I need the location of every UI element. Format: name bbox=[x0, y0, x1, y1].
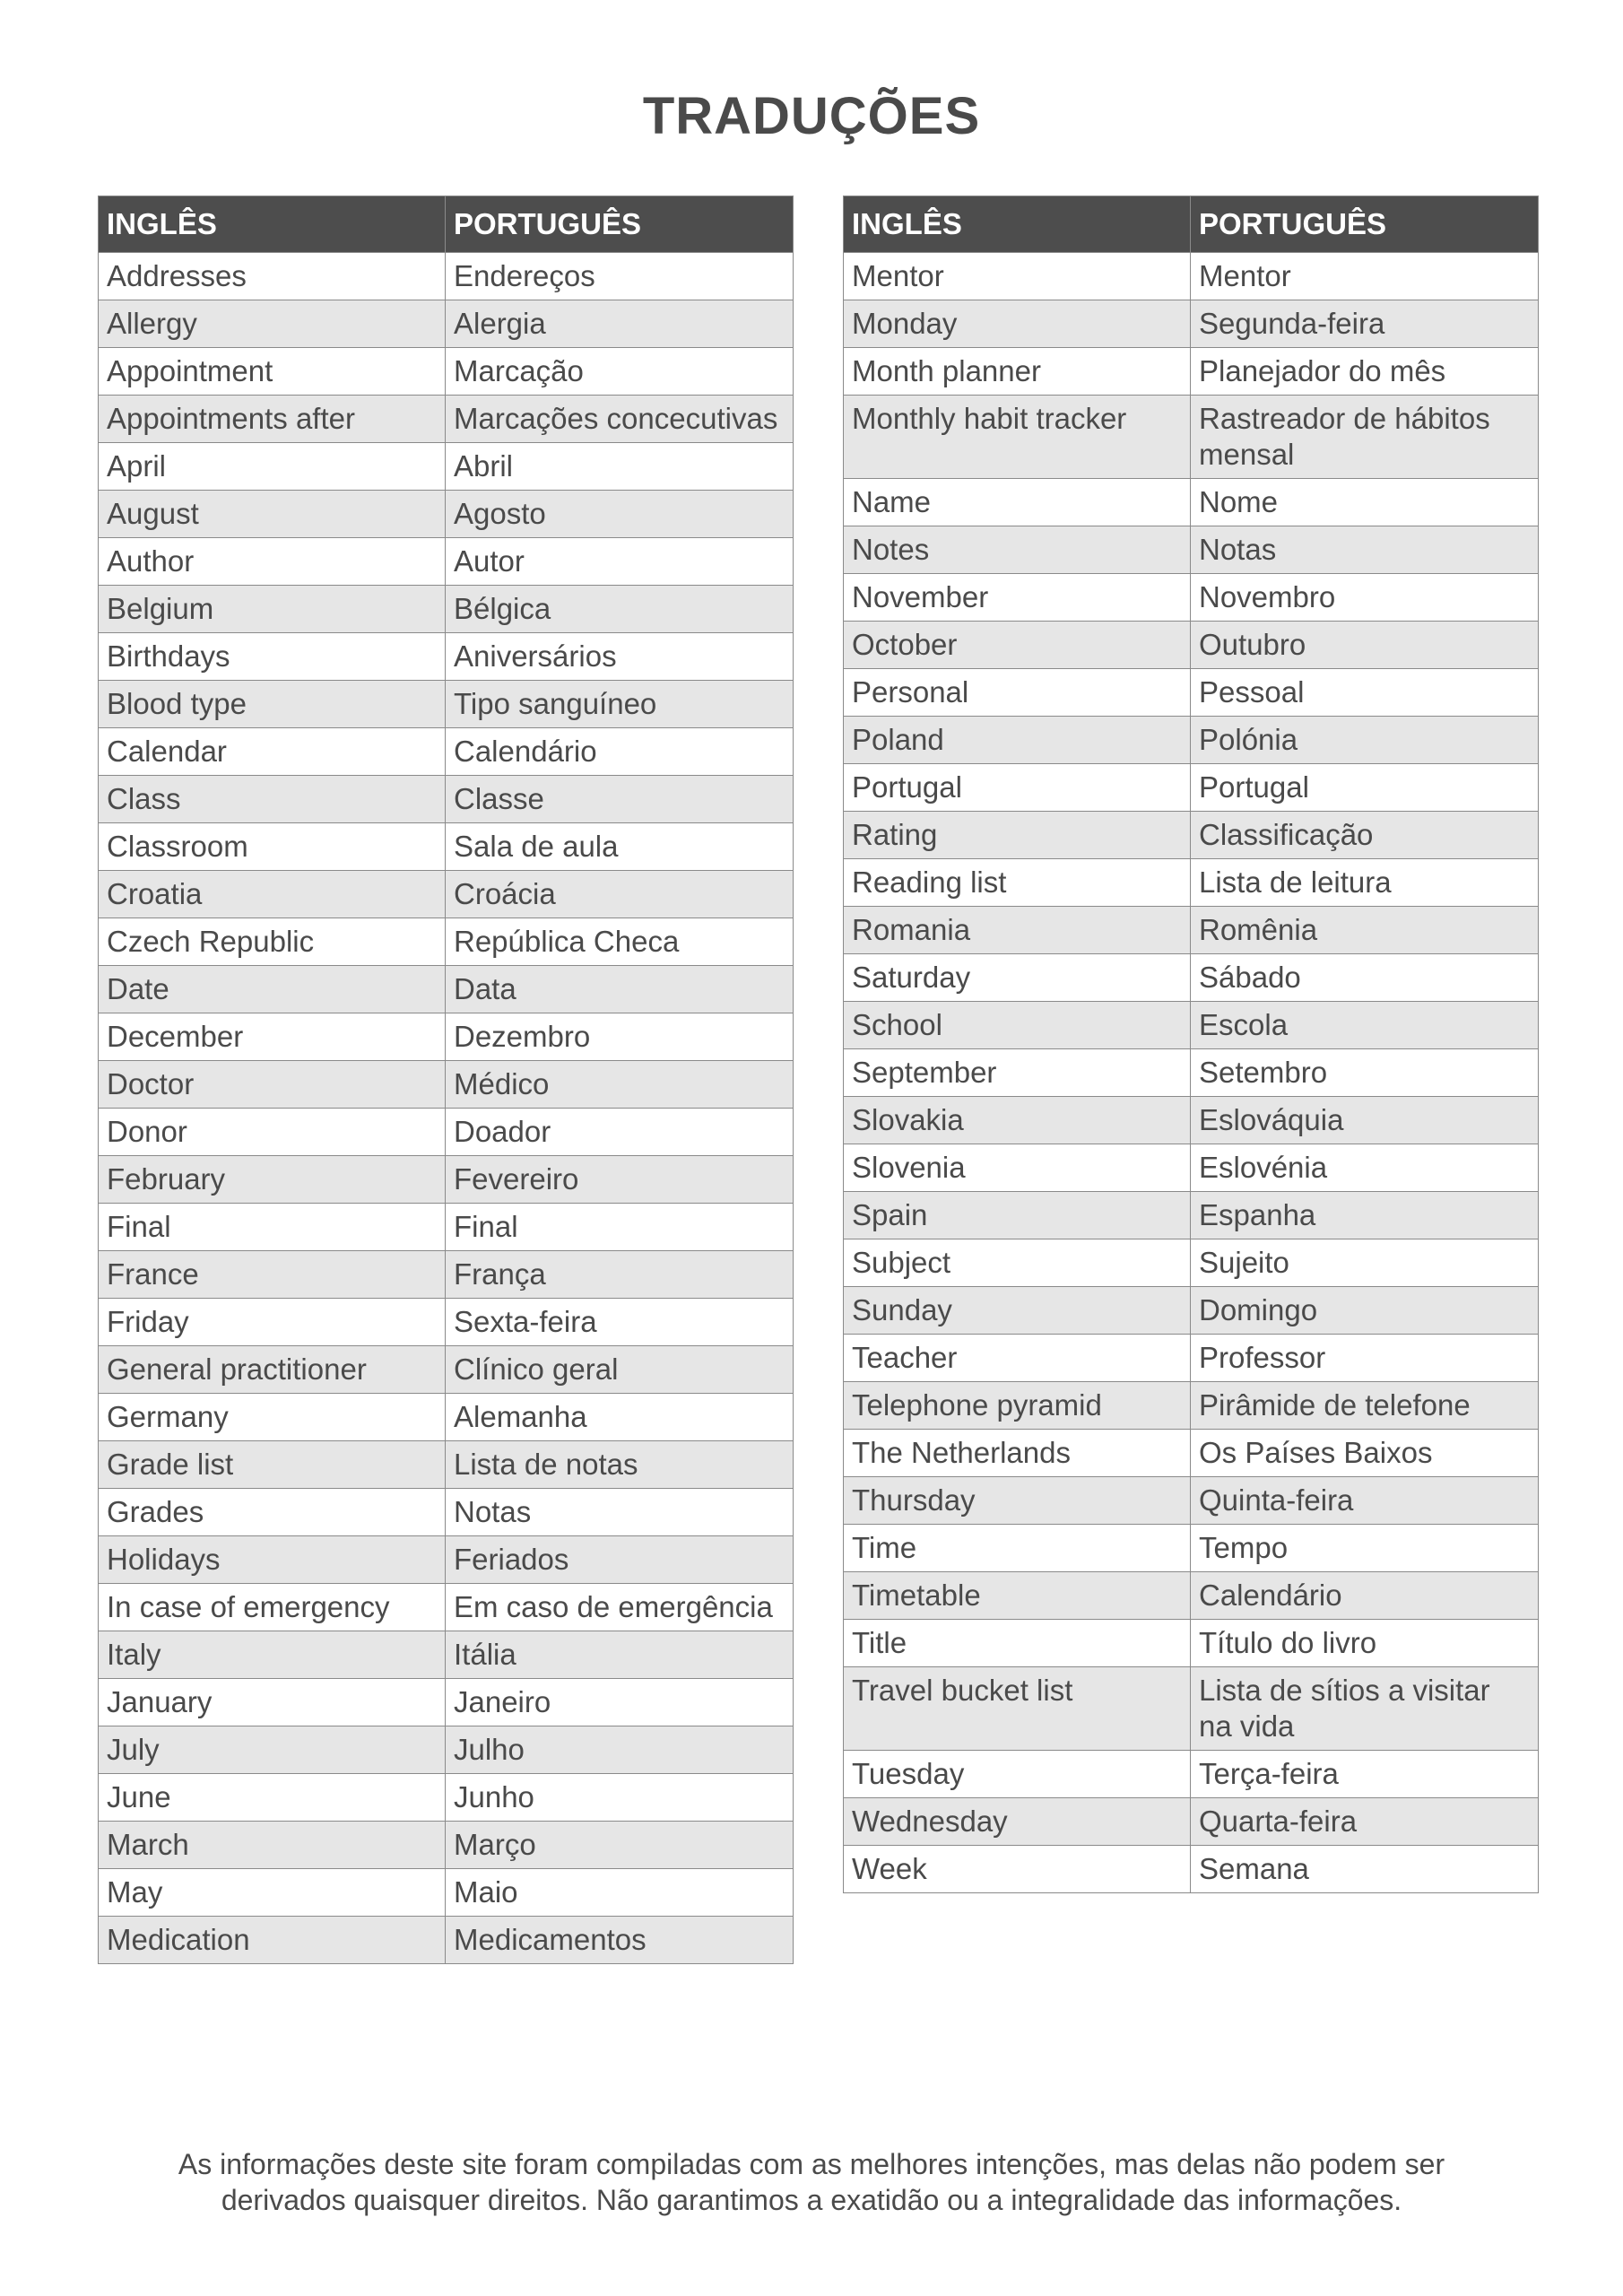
english-term: Medication bbox=[99, 1917, 446, 1964]
english-term: School bbox=[844, 1002, 1191, 1049]
column-header-portuguese: PORTUGUÊS bbox=[1191, 196, 1539, 253]
english-term: Blood type bbox=[99, 681, 446, 728]
portuguese-term: Endereços bbox=[446, 253, 794, 300]
english-term: Italy bbox=[99, 1631, 446, 1679]
table-row bbox=[99, 1394, 794, 1441]
english-term: September bbox=[844, 1049, 1191, 1097]
table-row bbox=[844, 1667, 1539, 1751]
portuguese-term: Bélgica bbox=[446, 586, 794, 633]
table-row bbox=[99, 1489, 794, 1536]
portuguese-term: Marcação bbox=[446, 348, 794, 396]
english-term: December bbox=[99, 1013, 446, 1061]
portuguese-term: Alergia bbox=[446, 300, 794, 348]
disclaimer bbox=[0, 2146, 1623, 2218]
table-row bbox=[99, 538, 794, 586]
table-row bbox=[844, 1287, 1539, 1335]
portuguese-term: Junho bbox=[446, 1774, 794, 1822]
table-row bbox=[844, 1002, 1539, 1049]
table-row bbox=[844, 1430, 1539, 1477]
portuguese-term: Escola bbox=[1191, 1002, 1539, 1049]
portuguese-term: Autor bbox=[446, 538, 794, 586]
english-term: April bbox=[99, 443, 446, 491]
table-row bbox=[99, 1156, 794, 1204]
table-row bbox=[99, 1631, 794, 1679]
portuguese-term: Data bbox=[446, 966, 794, 1013]
table-row bbox=[99, 1013, 794, 1061]
english-term: Travel bucket list bbox=[844, 1667, 1191, 1751]
english-term: Subject bbox=[844, 1239, 1191, 1287]
english-term: Timetable bbox=[844, 1572, 1191, 1620]
portuguese-term: Pessoal bbox=[1191, 669, 1539, 717]
english-term: Grade list bbox=[99, 1441, 446, 1489]
table-row bbox=[844, 907, 1539, 954]
portuguese-term: Julho bbox=[446, 1726, 794, 1774]
table-row bbox=[99, 776, 794, 823]
portuguese-term: Quinta-feira bbox=[1191, 1477, 1539, 1525]
english-term: May bbox=[99, 1869, 446, 1917]
portuguese-term: Janeiro bbox=[446, 1679, 794, 1726]
table-row bbox=[844, 764, 1539, 812]
english-term: Name bbox=[844, 479, 1191, 526]
english-term: Classroom bbox=[99, 823, 446, 871]
portuguese-term: Polónia bbox=[1191, 717, 1539, 764]
column-header-english: INGLÊS bbox=[844, 196, 1191, 253]
english-term: Slovenia bbox=[844, 1144, 1191, 1192]
table-row bbox=[99, 1774, 794, 1822]
portuguese-term: Planejador do mês bbox=[1191, 348, 1539, 396]
english-term: Thursday bbox=[844, 1477, 1191, 1525]
table-row bbox=[99, 1251, 794, 1299]
table-row bbox=[844, 1751, 1539, 1798]
portuguese-term: Alemanha bbox=[446, 1394, 794, 1441]
table-row bbox=[844, 396, 1539, 479]
table-row bbox=[844, 479, 1539, 526]
portuguese-term: Os Países Baixos bbox=[1191, 1430, 1539, 1477]
english-term: General practitioner bbox=[99, 1346, 446, 1394]
table-row bbox=[844, 253, 1539, 300]
column-header-english: INGLÊS bbox=[99, 196, 446, 253]
table-row bbox=[844, 1525, 1539, 1572]
portuguese-term: Professor bbox=[1191, 1335, 1539, 1382]
table-row bbox=[99, 681, 794, 728]
table-row bbox=[99, 1441, 794, 1489]
portuguese-term: Agosto bbox=[446, 491, 794, 538]
english-term: Week bbox=[844, 1846, 1191, 1893]
table-row bbox=[99, 966, 794, 1013]
table-row bbox=[844, 717, 1539, 764]
english-term: Time bbox=[844, 1525, 1191, 1572]
table-row bbox=[99, 1299, 794, 1346]
table-row bbox=[844, 1335, 1539, 1382]
english-term: Spain bbox=[844, 1192, 1191, 1239]
table-row bbox=[844, 669, 1539, 717]
table-row bbox=[99, 1061, 794, 1109]
english-term: Month planner bbox=[844, 348, 1191, 396]
portuguese-term: Calendário bbox=[446, 728, 794, 776]
translation-table-left bbox=[98, 196, 794, 1964]
portuguese-term: Lista de sítios a visitar na vida bbox=[1191, 1667, 1539, 1751]
disclaimer-line-1: As informações deste site foram compiladas com as melhores intenções, mas delas não podem ser bbox=[178, 2148, 1445, 2180]
portuguese-term: Final bbox=[446, 1204, 794, 1251]
english-term: Friday bbox=[99, 1299, 446, 1346]
portuguese-term: Dezembro bbox=[446, 1013, 794, 1061]
table-row bbox=[99, 396, 794, 443]
portuguese-term: Aniversários bbox=[446, 633, 794, 681]
english-term: Rating bbox=[844, 812, 1191, 859]
english-term: Title bbox=[844, 1620, 1191, 1667]
english-term: Doctor bbox=[99, 1061, 446, 1109]
table-row bbox=[844, 348, 1539, 396]
table-row bbox=[99, 1917, 794, 1964]
translation-table-right bbox=[843, 196, 1539, 1893]
english-term: January bbox=[99, 1679, 446, 1726]
portuguese-term: Classe bbox=[446, 776, 794, 823]
portuguese-term: Terça-feira bbox=[1191, 1751, 1539, 1798]
portuguese-term: Notas bbox=[446, 1489, 794, 1536]
portuguese-term: Lista de leitura bbox=[1191, 859, 1539, 907]
portuguese-term: Setembro bbox=[1191, 1049, 1539, 1097]
portuguese-term: República Checa bbox=[446, 918, 794, 966]
english-term: Slovakia bbox=[844, 1097, 1191, 1144]
portuguese-term: Espanha bbox=[1191, 1192, 1539, 1239]
portuguese-term: Sexta-feira bbox=[446, 1299, 794, 1346]
english-term: Wednesday bbox=[844, 1798, 1191, 1846]
portuguese-term: Calendário bbox=[1191, 1572, 1539, 1620]
table-row bbox=[99, 491, 794, 538]
portuguese-term: Fevereiro bbox=[446, 1156, 794, 1204]
table-row bbox=[99, 1869, 794, 1917]
portuguese-term: Notas bbox=[1191, 526, 1539, 574]
portuguese-term: Abril bbox=[446, 443, 794, 491]
portuguese-term: Rastreador de hábitos mensal bbox=[1191, 396, 1539, 479]
english-term: Donor bbox=[99, 1109, 446, 1156]
table-row bbox=[99, 1204, 794, 1251]
portuguese-term: Março bbox=[446, 1822, 794, 1869]
column-header-portuguese: PORTUGUÊS bbox=[446, 196, 794, 253]
table-row bbox=[99, 1346, 794, 1394]
table-row bbox=[844, 1477, 1539, 1525]
table-row bbox=[99, 253, 794, 300]
table-row bbox=[99, 1584, 794, 1631]
english-term: Author bbox=[99, 538, 446, 586]
english-term: Calendar bbox=[99, 728, 446, 776]
portuguese-term: Medicamentos bbox=[446, 1917, 794, 1964]
english-term: Tuesday bbox=[844, 1751, 1191, 1798]
portuguese-term: Romênia bbox=[1191, 907, 1539, 954]
table-row bbox=[99, 348, 794, 396]
english-term: Poland bbox=[844, 717, 1191, 764]
portuguese-term: Segunda-feira bbox=[1191, 300, 1539, 348]
table-row bbox=[99, 1536, 794, 1584]
portuguese-term: Eslováquia bbox=[1191, 1097, 1539, 1144]
table-row bbox=[844, 622, 1539, 669]
table-row bbox=[99, 1726, 794, 1774]
table-row bbox=[844, 574, 1539, 622]
table-row bbox=[99, 586, 794, 633]
portuguese-term: Médico bbox=[446, 1061, 794, 1109]
page-title: TRADUÇÕES bbox=[642, 87, 981, 145]
table-row bbox=[844, 1620, 1539, 1667]
english-term: Romania bbox=[844, 907, 1191, 954]
table-row bbox=[844, 1049, 1539, 1097]
table-row bbox=[844, 1192, 1539, 1239]
portuguese-term: Tipo sanguíneo bbox=[446, 681, 794, 728]
english-term: Class bbox=[99, 776, 446, 823]
table-header-row bbox=[844, 196, 1539, 253]
english-term: Monthly habit tracker bbox=[844, 396, 1191, 479]
portuguese-term: Sujeito bbox=[1191, 1239, 1539, 1287]
table-row bbox=[844, 859, 1539, 907]
english-term: Birthdays bbox=[99, 633, 446, 681]
portuguese-term: Portugal bbox=[1191, 764, 1539, 812]
english-term: Portugal bbox=[844, 764, 1191, 812]
english-term: August bbox=[99, 491, 446, 538]
table-row bbox=[99, 1679, 794, 1726]
english-term: Holidays bbox=[99, 1536, 446, 1584]
table-row bbox=[844, 1097, 1539, 1144]
portuguese-term: Eslovénia bbox=[1191, 1144, 1539, 1192]
table-row bbox=[99, 1109, 794, 1156]
english-term: Allergy bbox=[99, 300, 446, 348]
english-term: Addresses bbox=[99, 253, 446, 300]
english-term: November bbox=[844, 574, 1191, 622]
table-row bbox=[844, 1144, 1539, 1192]
portuguese-term: Classificação bbox=[1191, 812, 1539, 859]
english-term: March bbox=[99, 1822, 446, 1869]
portuguese-term: Lista de notas bbox=[446, 1441, 794, 1489]
table-row bbox=[844, 1846, 1539, 1893]
english-term: Belgium bbox=[99, 586, 446, 633]
english-term: Saturday bbox=[844, 954, 1191, 1002]
english-term: July bbox=[99, 1726, 446, 1774]
portuguese-term: Mentor bbox=[1191, 253, 1539, 300]
english-term: Monday bbox=[844, 300, 1191, 348]
portuguese-term: Sábado bbox=[1191, 954, 1539, 1002]
table-row bbox=[844, 1382, 1539, 1430]
english-term: In case of emergency bbox=[99, 1584, 446, 1631]
portuguese-term: Croácia bbox=[446, 871, 794, 918]
disclaimer-line-2: derivados quaisquer direitos. Não garantimos a exatidão ou a integralidade das informações. bbox=[221, 2184, 1402, 2216]
table-row bbox=[99, 823, 794, 871]
portuguese-term: Doador bbox=[446, 1109, 794, 1156]
english-term: Croatia bbox=[99, 871, 446, 918]
portuguese-term: Marcações concecutivas bbox=[446, 396, 794, 443]
english-term: France bbox=[99, 1251, 446, 1299]
english-term: Notes bbox=[844, 526, 1191, 574]
portuguese-term: Feriados bbox=[446, 1536, 794, 1584]
english-term: Appointment bbox=[99, 348, 446, 396]
english-term: October bbox=[844, 622, 1191, 669]
portuguese-term: Outubro bbox=[1191, 622, 1539, 669]
table-row bbox=[99, 443, 794, 491]
english-term: Mentor bbox=[844, 253, 1191, 300]
portuguese-term: Novembro bbox=[1191, 574, 1539, 622]
table-row bbox=[99, 1822, 794, 1869]
table-row bbox=[844, 300, 1539, 348]
portuguese-term: Clínico geral bbox=[446, 1346, 794, 1394]
table-row bbox=[844, 1572, 1539, 1620]
english-term: Final bbox=[99, 1204, 446, 1251]
portuguese-term: Título do livro bbox=[1191, 1620, 1539, 1667]
english-term: Czech Republic bbox=[99, 918, 446, 966]
portuguese-term: Nome bbox=[1191, 479, 1539, 526]
portuguese-term: Semana bbox=[1191, 1846, 1539, 1893]
table-row bbox=[844, 1798, 1539, 1846]
table-row bbox=[844, 526, 1539, 574]
english-term: Telephone pyramid bbox=[844, 1382, 1191, 1430]
portuguese-term: Domingo bbox=[1191, 1287, 1539, 1335]
table-row bbox=[99, 300, 794, 348]
table-header-row bbox=[99, 196, 794, 253]
table-row bbox=[844, 954, 1539, 1002]
portuguese-term: Maio bbox=[446, 1869, 794, 1917]
english-term: Grades bbox=[99, 1489, 446, 1536]
portuguese-term: Quarta-feira bbox=[1191, 1798, 1539, 1846]
english-term: June bbox=[99, 1774, 446, 1822]
table-row bbox=[99, 871, 794, 918]
english-term: Teacher bbox=[844, 1335, 1191, 1382]
english-term: Reading list bbox=[844, 859, 1191, 907]
english-term: The Netherlands bbox=[844, 1430, 1191, 1477]
table-row bbox=[99, 728, 794, 776]
table-row bbox=[844, 812, 1539, 859]
english-term: Sunday bbox=[844, 1287, 1191, 1335]
portuguese-term: Em caso de emergência bbox=[446, 1584, 794, 1631]
english-term: February bbox=[99, 1156, 446, 1204]
table-row bbox=[99, 918, 794, 966]
portuguese-term: Pirâmide de telefone bbox=[1191, 1382, 1539, 1430]
english-term: Personal bbox=[844, 669, 1191, 717]
portuguese-term: França bbox=[446, 1251, 794, 1299]
english-term: Appointments after bbox=[99, 396, 446, 443]
table-row bbox=[99, 633, 794, 681]
portuguese-term: Sala de aula bbox=[446, 823, 794, 871]
english-term: Germany bbox=[99, 1394, 446, 1441]
portuguese-term: Itália bbox=[446, 1631, 794, 1679]
portuguese-term: Tempo bbox=[1191, 1525, 1539, 1572]
table-row bbox=[844, 1239, 1539, 1287]
english-term: Date bbox=[99, 966, 446, 1013]
